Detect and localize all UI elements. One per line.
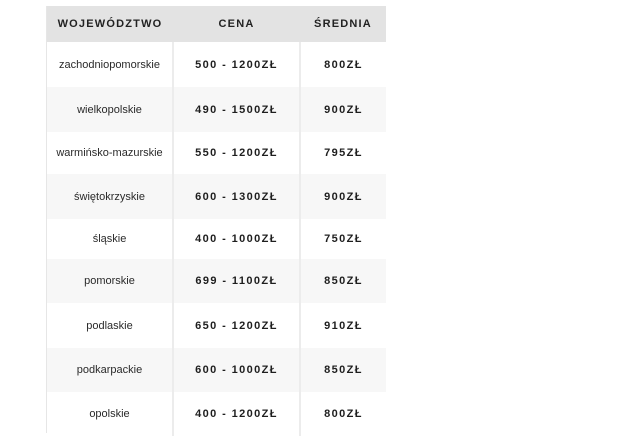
price-cell: 550 - 1200ZŁ xyxy=(173,132,300,174)
average-cell: 910ZŁ xyxy=(300,303,386,348)
table-row xyxy=(47,87,386,132)
average-cell: 850ZŁ xyxy=(300,259,386,303)
table-row xyxy=(47,132,386,174)
region-cell: zachodniopomorskie xyxy=(47,42,173,87)
average-cell: 800ZŁ xyxy=(300,42,386,87)
table-header xyxy=(47,6,386,42)
price-cell: 650 - 1200ZŁ xyxy=(173,303,300,348)
region-cell: opolskie xyxy=(47,392,173,436)
price-cell: 400 - 1200ZŁ xyxy=(173,392,300,436)
region-cell: świętokrzyskie xyxy=(47,174,173,219)
table-row xyxy=(47,174,386,219)
price-cell: 400 - 1000ZŁ xyxy=(173,219,300,259)
average-cell: 900ZŁ xyxy=(300,174,386,219)
table-row xyxy=(47,219,386,259)
table-row xyxy=(47,42,386,87)
average-cell: 795ZŁ xyxy=(300,132,386,174)
price-cell: 699 - 1100ZŁ xyxy=(173,259,300,303)
header-cena: CENA xyxy=(173,6,300,42)
region-cell: podkarpackie xyxy=(47,348,173,392)
price-cell: 600 - 1000ZŁ xyxy=(173,348,300,392)
average-cell: 800ZŁ xyxy=(300,392,386,436)
region-cell: warmińsko-mazurskie xyxy=(47,132,173,174)
table-row xyxy=(47,392,386,436)
header-srednia: ŚREDNIA xyxy=(300,6,386,42)
price-cell: 500 - 1200ZŁ xyxy=(173,42,300,87)
region-cell: wielkopolskie xyxy=(47,87,173,132)
price-cell: 600 - 1300ZŁ xyxy=(173,174,300,219)
table-row xyxy=(47,303,386,348)
region-cell: podlaskie xyxy=(47,303,173,348)
table-body xyxy=(47,42,386,436)
price-cell: 490 - 1500ZŁ xyxy=(173,87,300,132)
average-cell: 750ZŁ xyxy=(300,219,386,259)
table-row xyxy=(47,259,386,303)
table-row xyxy=(47,348,386,392)
price-table-container xyxy=(46,6,385,433)
region-cell: śląskie xyxy=(47,219,173,259)
region-cell: pomorskie xyxy=(47,259,173,303)
average-cell: 850ZŁ xyxy=(300,348,386,392)
price-table xyxy=(47,6,386,436)
header-wojewodztwo: WOJEWÓDZTWO xyxy=(47,6,173,42)
average-cell: 900ZŁ xyxy=(300,87,386,132)
header-row xyxy=(47,6,386,42)
